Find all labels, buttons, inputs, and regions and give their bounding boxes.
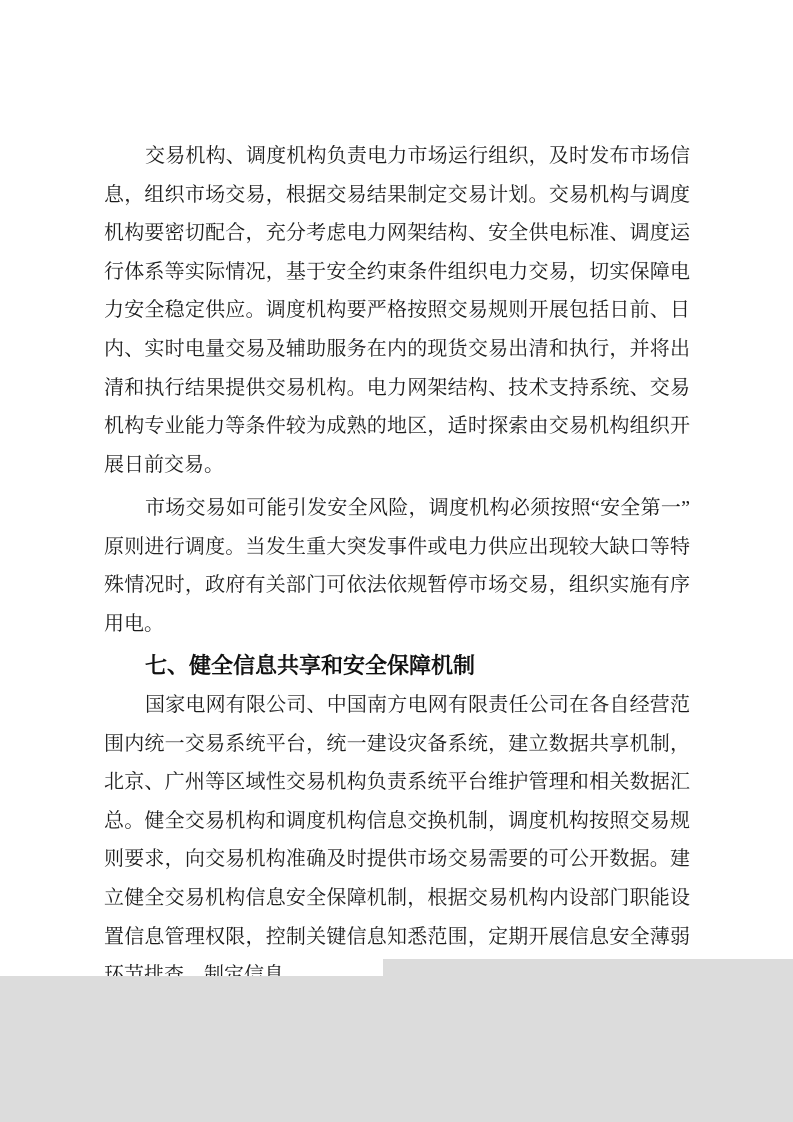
section-heading-text: 七、健全信息共享和安全保障机制	[145, 653, 476, 678]
text-line: 用电。	[104, 612, 164, 635]
paragraph-info-sharing	[104, 686, 690, 995]
text-line: 清和执行结果提供交易机构。电力网架结构、技术支持系统、交易	[104, 376, 690, 399]
viewer-gray-mask-bottom	[0, 976, 793, 1122]
text-line: 则要求，向交易机构准确及时提供市场交易需要的可公开数据。建	[104, 848, 690, 871]
text-line: 力安全稳定供应。调度机构要严格按照交易规则开展包括日前、日	[104, 299, 690, 322]
text-line: 总。健全交易机构和调度机构信息交换机制，调度机构按照交易规	[104, 809, 690, 832]
text-line: 机构专业能力等条件较为成熟的地区，适时探索由交易机构组织开	[104, 415, 690, 438]
text-line: 置信息管理权限，控制关键信息知悉范围，定期开展信息安全薄弱	[104, 925, 690, 948]
text-line: 北京、广州等区域性交易机构负责系统平台维护管理和相关数据汇	[104, 771, 690, 794]
text-line: 围内统一交易系统平台，统一建设灾备系统，建立数据共享机制，	[104, 732, 690, 755]
text-line: 行体系等实际情况，基于安全约束条件组织电力交易，切实保障电	[104, 260, 690, 283]
text-line: 立健全交易机构信息安全保障机制，根据交易机构内设部门职能设	[104, 886, 690, 909]
text-line: 殊情况时，政府有关部门可依法依规暂停市场交易，组织实施有序	[104, 574, 690, 597]
section-heading-7	[104, 647, 690, 686]
paragraph-market-risk	[104, 489, 690, 643]
paragraph-trading-dispatch	[104, 137, 690, 484]
text-line: 展日前交易。	[104, 453, 224, 476]
text-line: 息，组织市场交易，根据交易结果制定交易计划。交易机构与调度	[104, 183, 690, 206]
text-line: 市场交易如可能引发安全风险，调度机构必须按照“安全第一”	[145, 497, 690, 519]
text-line: 交易机构、调度机构负责电力市场运行组织，及时发布市场信	[145, 145, 690, 167]
text-line: 内、实时电量交易及辅助服务在内的现货交易出清和执行，并将出	[104, 337, 690, 360]
text-line: 国家电网有限公司、中国南方电网有限责任公司在各自经营范	[145, 694, 690, 716]
text-line: 原则进行调度。当发生重大突发事件或电力供应出现较大缺口等特	[104, 535, 690, 558]
text-line: 机构要密切配合，充分考虑电力网架结构、安全供电标准、调度运	[104, 222, 690, 245]
